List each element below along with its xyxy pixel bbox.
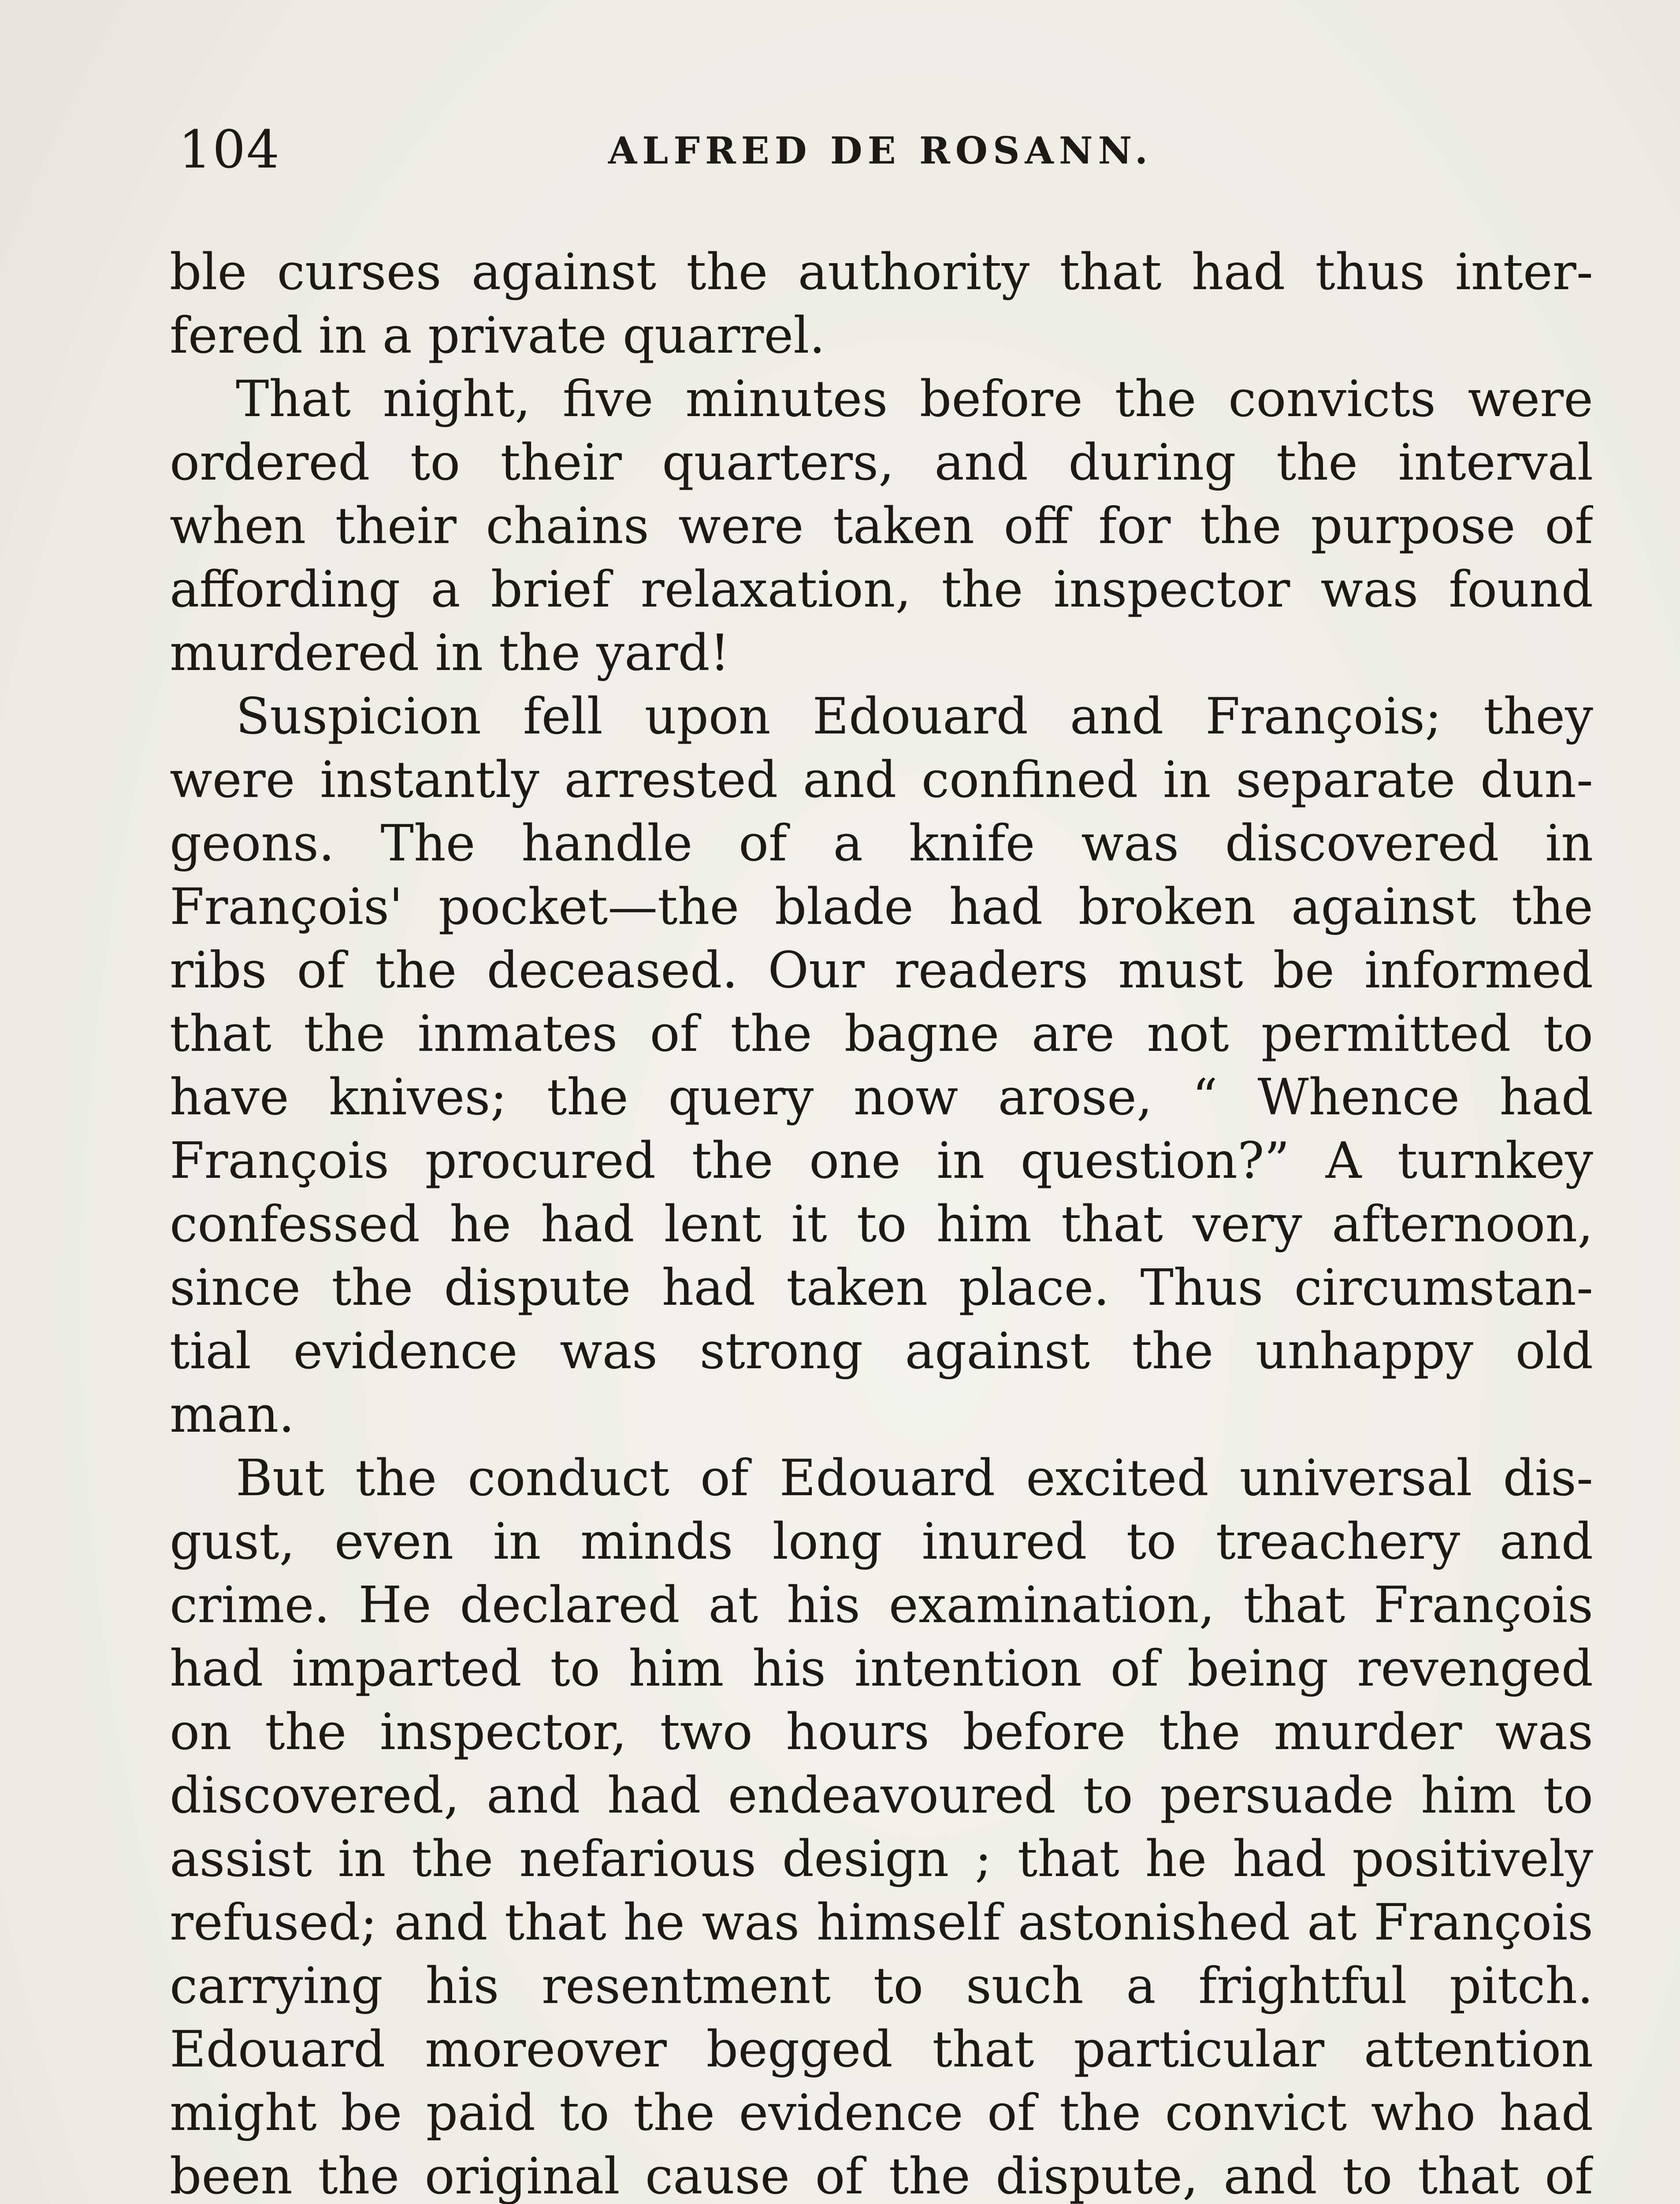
text-line: since the dispute had taken place. Thus circumstan- — [170, 1258, 1593, 1317]
text-line: discovered, and had endeavoured to persuade him to — [170, 1766, 1593, 1824]
text-line: François procured the one in question?” A turnkey — [170, 1132, 1593, 1190]
text-line: ordered to their quarters, and during the interval — [170, 433, 1593, 491]
text-line: confessed he had lent it to him that very afternoon, — [170, 1195, 1593, 1253]
text-line: assist in the nefarious design ; that he had positively — [170, 1830, 1593, 1888]
paragraph-first-line: That night, five minutes before the convicts were — [236, 370, 1593, 428]
text-line: when their chains were taken off for the purpose of — [170, 497, 1593, 555]
text-line: carrying his resentment to such a frightful pitch. — [170, 1957, 1593, 2015]
body-text — [170, 240, 1593, 2204]
text-line: affording a brief relaxation, the inspector was found — [170, 560, 1593, 618]
running-head — [0, 110, 1680, 180]
text-line: refused; and that he was himself astonished at François — [170, 1893, 1593, 1951]
text-line: gust, even in minds long inured to treachery and — [170, 1512, 1593, 1571]
text-line: been the original cause of the dispute, and to that of — [170, 2147, 1593, 2204]
text-line: ribs of the deceased. Our readers must be informed — [170, 941, 1593, 999]
text-line: geons. The handle of a knife was discovered in — [170, 814, 1593, 872]
text-line: that the inmates of the bagne are not permitted to — [170, 1005, 1593, 1063]
text-line: were instantly arrested and confined in separate dun- — [170, 751, 1593, 809]
text-line: have knives; the query now arose, “ Whence had — [170, 1068, 1593, 1126]
page-number: 104 — [178, 119, 281, 180]
text-line: had imparted to him his intention of being revenged — [170, 1639, 1593, 1698]
paragraph-first-line: But the conduct of Edouard excited universal dis- — [236, 1449, 1593, 1507]
text-line: crime. He declared at his examination, that François — [170, 1576, 1593, 1634]
paragraph-first-line: Suspicion fell upon Edouard and François; they — [236, 687, 1593, 745]
text-line: murdered in the yard! — [170, 624, 730, 682]
text-line: tial evidence was strong against the unhappy old — [170, 1322, 1593, 1380]
text-line: ble curses against the authority that had thus inter- — [170, 243, 1593, 301]
text-line: François' pocket—the blade had broken against the — [170, 878, 1593, 936]
text-line: might be paid to the evidence of the convict who had — [170, 2084, 1593, 2142]
text-line: man. — [170, 1385, 295, 1444]
text-line: Edouard moreover begged that particular attention — [170, 2020, 1593, 2078]
running-title: ALFRED DE ROSANN. — [608, 129, 1153, 172]
text-line: fered in a private quarrel. — [170, 306, 825, 365]
text-line: on the inspector, two hours before the murder was — [170, 1703, 1593, 1761]
